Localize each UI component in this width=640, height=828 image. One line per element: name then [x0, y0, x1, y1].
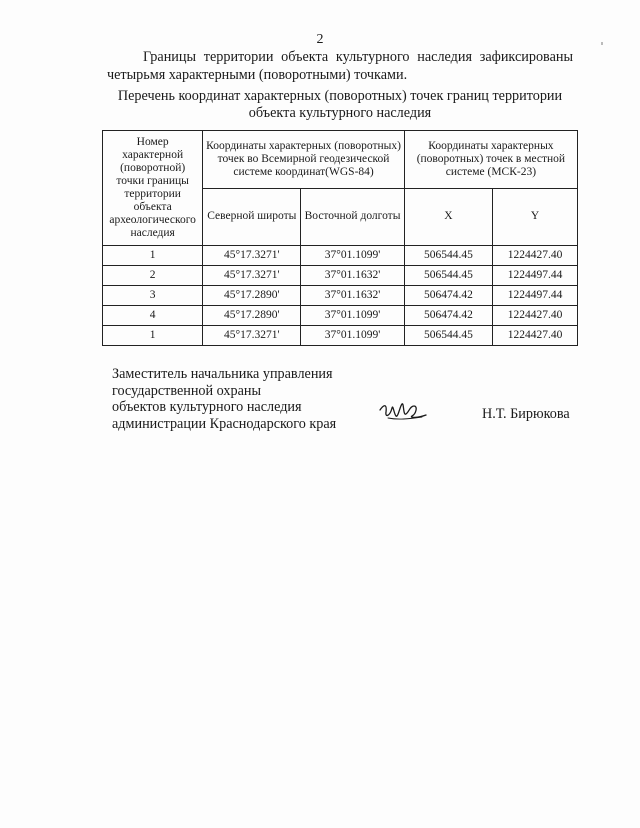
table-row: [103, 306, 578, 326]
cell-n: 2: [103, 266, 203, 286]
margin-mark: [601, 42, 603, 45]
cell-n: 1: [103, 246, 203, 266]
signature-title-line: государственной охраны: [112, 382, 262, 399]
subheader-y: Y: [493, 188, 578, 246]
signature-title: [112, 366, 336, 432]
signature-title-line: Заместитель начальника управления: [112, 366, 333, 382]
cell-lon: 37°01.1099': [301, 246, 405, 266]
cell-lat: 45°17.3271': [203, 246, 301, 266]
handwritten-signature: [378, 398, 428, 424]
signature-title-line: объектов культурного наследия: [112, 399, 302, 415]
cell-x: 506474.42: [404, 306, 492, 326]
table-header-row: [103, 131, 578, 189]
cell-lat: 45°17.3271': [203, 326, 301, 346]
coordinates-table: [102, 130, 578, 346]
cell-n: 4: [103, 306, 203, 326]
cell-y: 1224427.40: [493, 246, 578, 266]
cell-lon: 37°01.1099': [301, 306, 405, 326]
cell-x: 506474.42: [404, 286, 492, 306]
table-row: [103, 266, 578, 286]
cell-lat: 45°17.3271': [203, 266, 301, 286]
cell-y: 1224427.40: [493, 326, 578, 346]
subheader-x: X: [404, 188, 492, 246]
intro-paragraph: Границы территории объекта культурного наследия зафиксированы четырьмя характерными (поворотными) точками.: [107, 49, 573, 83]
cell-lat: 45°17.2890': [203, 286, 301, 306]
cell-lon: 37°01.1099': [301, 326, 405, 346]
cell-lat: 45°17.2890': [203, 306, 301, 326]
signer-name: Н.Т. Бирюкова: [482, 406, 570, 422]
table-row: [103, 326, 578, 346]
signature-title-line: администрации Краснодарского края: [112, 415, 337, 432]
cell-x: 506544.45: [404, 326, 492, 346]
cell-lon: 37°01.1632': [301, 266, 405, 286]
cell-y: 1224497.44: [493, 266, 578, 286]
cell-x: 506544.45: [404, 266, 492, 286]
cell-y: 1224497.44: [493, 286, 578, 306]
subheader-north-latitude: Северной широты: [203, 188, 301, 246]
cell-n: 1: [103, 326, 203, 346]
table-row: [103, 246, 578, 266]
cell-lon: 37°01.1632': [301, 286, 405, 306]
table-row: [103, 286, 578, 306]
coordinates-list-title: Перечень координат характерных (поворотных) точек границ территории объекта культурного наследия: [117, 88, 563, 121]
cell-x: 506544.45: [404, 246, 492, 266]
header-wgs84: Координаты характерных (поворотных) точек во Всемирной геодезической системе координат(WGS-84): [203, 131, 405, 189]
subheader-east-longitude: Восточной долготы: [301, 188, 405, 246]
cell-n: 3: [103, 286, 203, 306]
header-msk23: Координаты характерных (поворотных) точек в местной системе (МСК-23): [404, 131, 577, 189]
page-number: 2: [316, 32, 324, 47]
cell-y: 1224427.40: [493, 306, 578, 326]
header-point-number: Номер характерной (поворотной) точки границы территории объекта археологического наследия: [103, 131, 203, 246]
